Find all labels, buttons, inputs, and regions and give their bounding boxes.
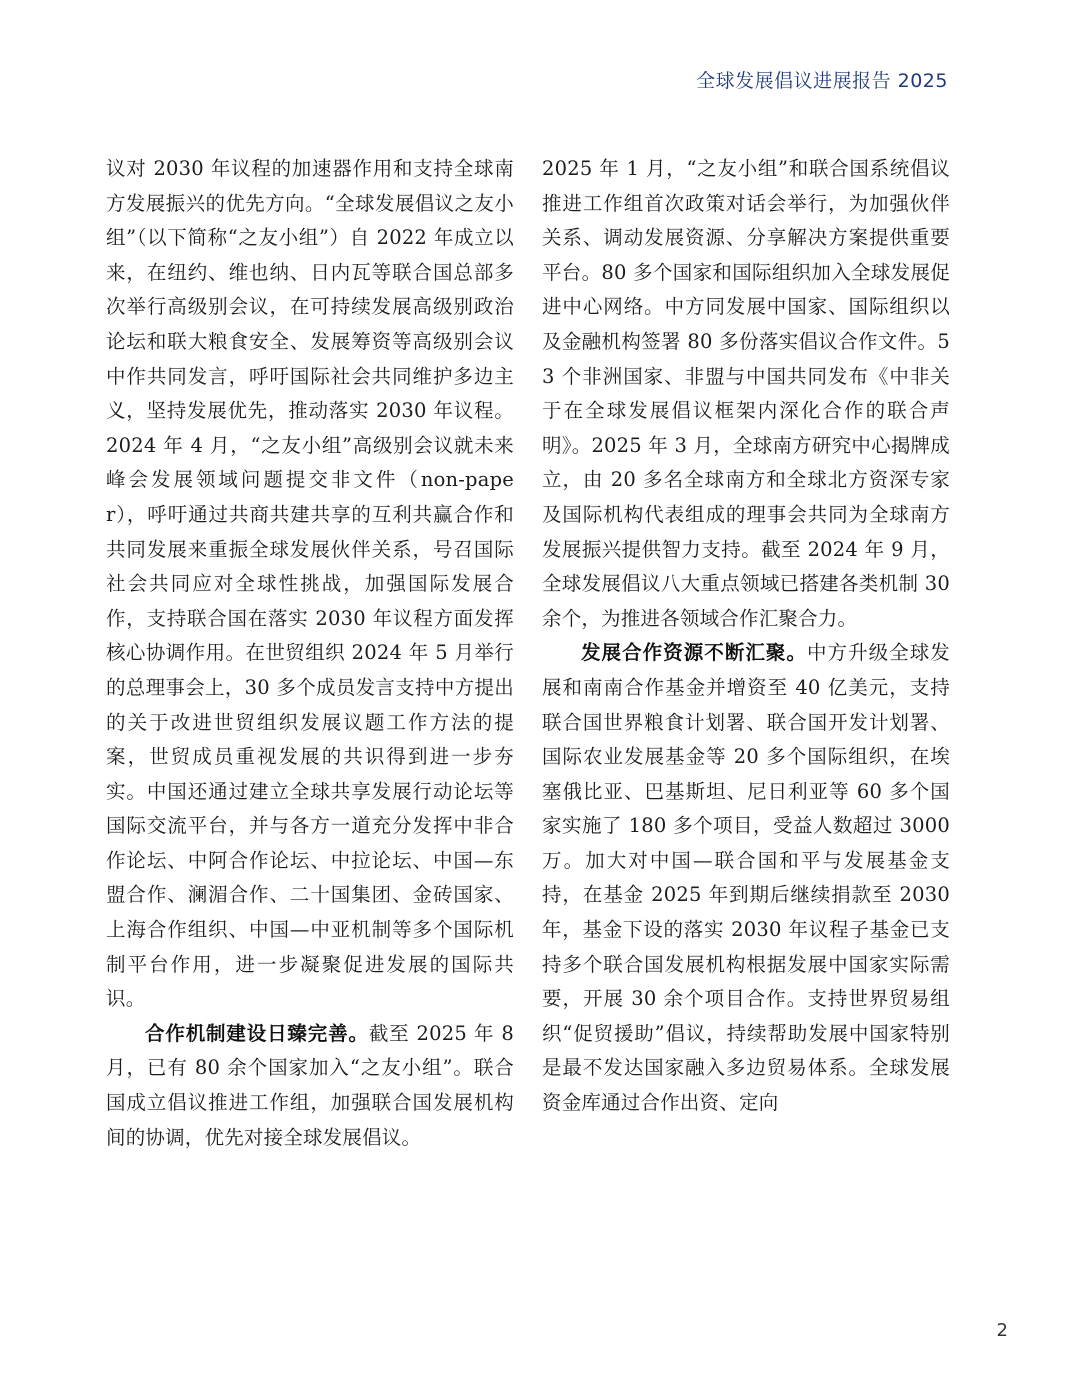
section-lead-heading: 发展合作资源不断汇聚。: [581, 641, 808, 665]
right-paragraph-continued: 2025 年 1 月，“之友小组”和联合国系统倡议推进工作组首次政策对话会举行，为加强伙伴关系、调动发展资源、分享解决方案提供重要平台。80 多个国家和国际组织加入全球发展促进中心网络。中方同发展中国家、国际组织以及金融机构签署 80 多份落实倡议合作文件。53 个非洲国家、非盟与中国共同发布《中非关于在全球发展倡议框架内深化合作的联合声明》。2025 年 3 月，全球南方研究中心揭牌成立，由 20 多名全球南方和全球北方资深专家及国际机构代表组成的理事会共同为全球南方发展振兴提供智力支持。截至 2024 年 9 月，全球发展倡议八大重点领域已搭建各类机制 30 余个，为推进各领域合作汇聚合力。: [542, 157, 950, 630]
page-number: 2: [996, 1320, 1008, 1341]
left-paragraph-mechanism: [106, 1017, 514, 1155]
left-column: [106, 152, 514, 1155]
running-header-title: 全球发展倡议进展报告 2025: [696, 70, 948, 92]
right-column: [542, 152, 950, 1121]
right-paragraph-resources: [542, 636, 950, 1120]
section-lead-heading: 合作机制建设日臻完善。: [145, 1021, 369, 1045]
paragraph-body-text: 截至 2025 年 8 月，已有 80 余个国家加入“之友小组”。联合国成立倡议推进工作组，加强联合国发展机构间的协调，优先对接全球发展倡议。: [106, 1021, 515, 1149]
paragraph-body-text: 中方升级全球发展和南南合作基金并增资至 40 亿美元，支持联合国世界粮食计划署、联合国开发计划署、国际农业发展基金等 20 多个国际组织，在埃塞俄比亚、巴基斯坦、尼日利亚等 60 多个国家实施了 180 多个项目，受益人数超过 3000 万。加大对中国—联合国和平与发展基金支持，在基金 2025 年到期后继续捐款至 2030 年，基金下设的落实 2030 年议程子基金已支持多个联合国发展机构根据发展中国家实际需要，开展 30 余个项目合作。支持世界贸易组织“促贸援助”倡议，持续帮助发展中国家特别是最不发达国家融入多边贸易体系。全球发展资金库通过合作出资、定向: [542, 641, 950, 1115]
left-paragraph-continued: 议对 2030 年议程的加速器作用和支持全球南方发展振兴的优先方向。“全球发展倡议之友小组”（以下简称“之友小组”）自 2022 年成立以来，在纽约、维也纳、日内瓦等联合国总部多次举行高级别会议，在可持续发展高级别政治论坛和联大粮食安全、发展筹资等高级别会议中作共同发言，呼吁国际社会共同维护多边主义，坚持发展优先，推动落实 2030 年议程。2024 年 4 月，“之友小组”高级别会议就未来峰会发展领域问题提交非文件（non-paper），呼吁通过共商共建共享的互利共赢合作和共同发展来重振全球发展伙伴关系，号召国际社会共同应对全球性挑战，加强国际发展合作，支持联合国在落实 2030 年议程方面发挥核心协调作用。在世贸组织 2024 年 5 月举行的总理事会上，30 多个成员发言支持中方提出的关于改进世贸组织发展议题工作方法的提案，世贸成员重视发展的共识得到进一步夯实。中国还通过建立全球共享发展行动论坛等国际交流平台，并与各方一道充分发挥中非合作论坛、中阿合作论坛、中拉论坛、中国—东盟合作、澜湄合作、二十国集团、金砖国家、上海合作组织、中国—中亚机制等多个国际机制平台作用，进一步凝聚促进发展的国际共识。: [106, 157, 514, 1011]
